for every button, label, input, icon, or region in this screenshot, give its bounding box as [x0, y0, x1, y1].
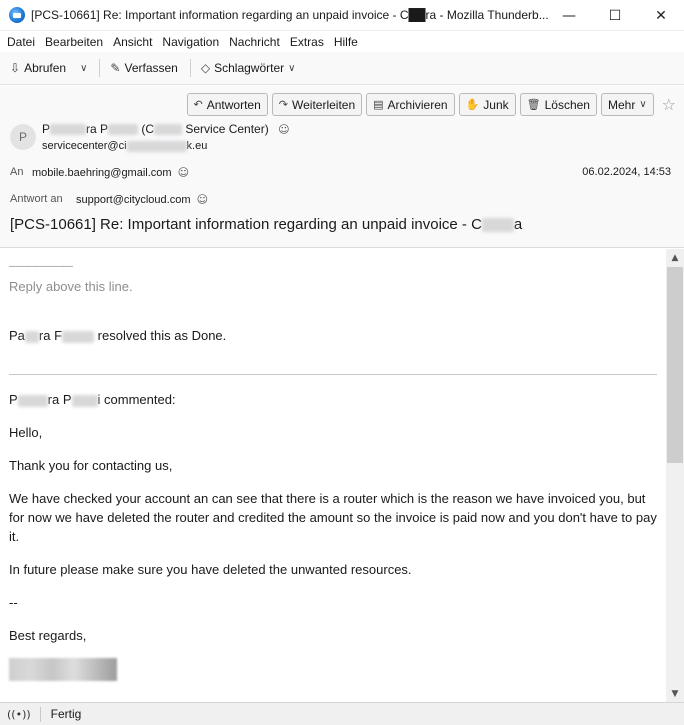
toolbar-divider: [190, 59, 191, 77]
redacted-text: [72, 395, 98, 407]
separator-text: ———————: [9, 261, 72, 272]
tag-icon: ◇: [200, 61, 211, 75]
archive-label: Archivieren: [387, 97, 448, 112]
redacted-text: [108, 124, 138, 135]
to-label: An: [10, 166, 24, 178]
online-status-icon[interactable]: ((•)): [7, 707, 31, 721]
reply-label: Antworten: [206, 97, 261, 112]
to-recipient[interactable]: [32, 166, 189, 179]
commented-part: P: [9, 392, 18, 407]
tags-label: Schlagwörter: [214, 61, 285, 75]
sender-name-part: (C: [138, 122, 155, 136]
resolved-part: ra F: [38, 328, 63, 343]
resolved-part: resolved this as Done.: [97, 328, 227, 343]
reply-hint: Reply above this line.: [9, 279, 133, 294]
menu-bearbeiten[interactable]: Bearbeiten: [45, 34, 104, 49]
status-divider: [40, 707, 41, 722]
menu-ansicht[interactable]: Ansicht: [113, 34, 153, 49]
sender-name-part: ra P: [86, 122, 109, 136]
pencil-icon: ✎: [110, 61, 121, 75]
delete-button[interactable]: [520, 93, 597, 116]
chevron-down-icon: ∨: [288, 62, 296, 74]
header-actions: [183, 93, 676, 116]
redacted-text: [127, 141, 187, 152]
reply-to-address[interactable]: [76, 193, 208, 206]
sender-name[interactable]: [42, 122, 290, 136]
subject-part: a: [513, 216, 523, 233]
body-scrollbar[interactable]: [666, 249, 684, 702]
redacted-signature: [9, 658, 117, 681]
subject-part: [PCS-10661] Re: Important information regarding an unpaid invoice - C: [10, 216, 482, 233]
message-body: [0, 249, 666, 702]
sender-email-part: k.eu: [186, 140, 208, 152]
menu-datei[interactable]: Datei: [7, 34, 36, 49]
reply-icon: ↶: [193, 98, 203, 111]
to-recipient-email: mobile.baehring@gmail.com: [32, 167, 172, 179]
window-title: [PCS-10661] Re: Important information regarding an unpaid invoice - C██ra - Mozilla Thunderb...: [31, 8, 549, 22]
get-messages-button[interactable]: [6, 56, 70, 80]
chevron-down-icon: ∨: [639, 99, 647, 110]
thunderbird-logo-icon: [9, 7, 25, 23]
trash-icon: 🗑: [526, 98, 541, 111]
message-subject: [10, 216, 522, 233]
menu-bar: [0, 31, 684, 52]
commented-part: ra P: [47, 392, 72, 407]
archive-button[interactable]: [366, 93, 454, 116]
delete-label: Löschen: [544, 97, 590, 112]
chevron-down-icon: ∨: [80, 62, 88, 74]
status-bar: [0, 702, 684, 725]
scroll-up-arrow-icon[interactable]: ▲: [671, 252, 679, 263]
menu-hilfe[interactable]: Hilfe: [333, 34, 358, 49]
title-bar: [0, 0, 684, 31]
resolved-part: Pa: [9, 328, 25, 343]
thanks-line: Thank you for contacting us,: [9, 458, 173, 473]
add-contact-icon[interactable]: ☺: [196, 193, 209, 206]
junk-label: Junk: [483, 97, 509, 112]
junk-icon: ✋: [465, 98, 480, 111]
reply-to-label: Antwort an: [10, 193, 63, 205]
message-date: 06.02.2024, 14:53: [582, 166, 671, 178]
redacted-text: [482, 218, 514, 232]
write-label: Verfassen: [124, 61, 178, 75]
more-button[interactable]: [601, 93, 654, 116]
forward-label: Weiterleiten: [292, 97, 356, 112]
menu-nachricht[interactable]: Nachricht: [229, 34, 280, 49]
close-button[interactable]: ✕: [655, 7, 667, 24]
redacted-text: [154, 124, 182, 135]
greeting: Hello,: [9, 425, 43, 440]
download-icon: ⇩: [10, 61, 21, 75]
redacted-text: [25, 331, 39, 343]
sender-email[interactable]: [42, 140, 207, 152]
junk-button[interactable]: [459, 93, 516, 116]
maximize-button[interactable]: ☐: [608, 7, 622, 24]
redacted-text: [62, 331, 94, 343]
tags-button[interactable]: [197, 56, 300, 80]
get-messages-dropdown[interactable]: [72, 56, 91, 80]
signature-dash: --: [9, 595, 18, 610]
add-contact-icon[interactable]: ☺: [177, 166, 190, 179]
commented-line: [9, 390, 659, 409]
status-text: Fertig: [50, 707, 82, 721]
redacted-text: [50, 124, 86, 135]
body-paragraph: In future please make sure you have deleted the unwanted resources.: [9, 562, 412, 577]
forward-button[interactable]: [272, 93, 362, 116]
avatar: P: [10, 124, 36, 150]
scroll-down-arrow-icon[interactable]: ▼: [671, 688, 679, 699]
reply-button[interactable]: [187, 93, 268, 116]
body-paragraph: We have checked your account an can see that there is a router which is the reason we have invoiced you, but for now we have deleted the router and credited the amount so the invoice is paid now and you don't have to pay it.: [9, 491, 657, 544]
minimize-button[interactable]: —: [562, 7, 576, 24]
main-toolbar: [0, 52, 684, 85]
scroll-thumb[interactable]: [667, 267, 683, 463]
menu-extras[interactable]: Extras: [289, 34, 324, 49]
more-label: Mehr: [607, 97, 636, 112]
sender-name-part: Service Center): [182, 122, 269, 136]
commented-part: i commented:: [97, 392, 176, 407]
toolbar-divider: [99, 59, 100, 77]
get-messages-label: Abrufen: [24, 61, 67, 75]
write-button[interactable]: [106, 56, 181, 80]
star-icon[interactable]: ☆: [661, 95, 676, 114]
resolved-line: [9, 326, 659, 345]
sender-email-part: servicecenter@ci: [42, 140, 127, 152]
sender-name-part: P: [42, 122, 51, 136]
add-contact-icon[interactable]: ☺: [278, 123, 290, 136]
redacted-text: [18, 395, 48, 407]
archive-icon: ▤: [373, 98, 384, 111]
regards-line: Best regards,: [9, 628, 87, 643]
forward-icon: ↷: [278, 98, 288, 111]
reply-to-email: support@citycloud.com: [76, 194, 191, 206]
menu-navigation[interactable]: Navigation: [162, 34, 220, 49]
divider: [9, 374, 657, 375]
